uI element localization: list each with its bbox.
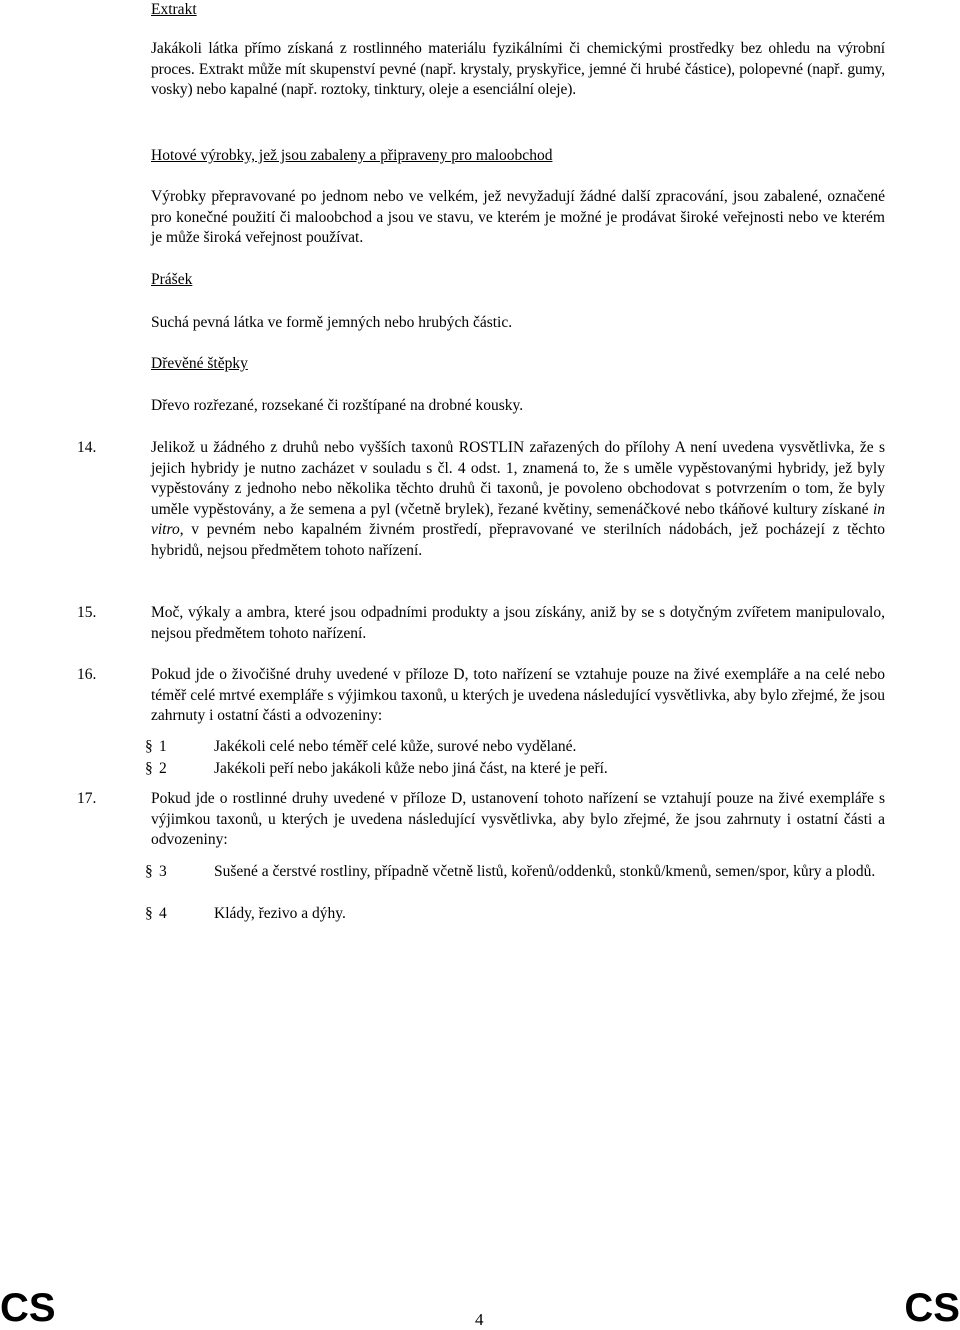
definition-term-extrakt: Extrakt (151, 1, 197, 18)
item-text-16: Pokud jde o živočišné druhy uvedené v příloze D, toto nařízení se vztahuje pouze na živé exempláře a na celé nebo téměř celé mrtvé exempláře s výjimkou taxonů, u kterých je uvedena následující vysvětlivka, aby bylo zřejmé, že jsou zahrnuty i ostatní části a odvozeniny: (151, 666, 885, 724)
footer-language-right: CS (904, 1286, 960, 1330)
annotation-text: Jakékoli peří nebo jakákoli kůže nebo jiná část, na které je peří. (214, 760, 608, 777)
definition-term-wood-chips: Dřevěné štěpky (151, 355, 248, 372)
definition-text-wood-chips: Dřevo rozřezané, rozsekané či rozštípané na drobné kousky. (151, 397, 524, 414)
definition-term-powder: Prášek (151, 271, 193, 288)
item-text-17: Pokud jde o rostlinné druhy uvedené v příloze D, ustanovení tohoto nařízení se vztahují pouze na živé exempláře s výjimkou taxonů, u kterých je uvedena následující vysvětlivka, aby bylo zřejmé, že jsou zahrnuty i ostatní části a odvozeniny: (151, 790, 885, 848)
section-sign-icon: § (145, 738, 153, 755)
item-text-14-italic: in vitro (151, 500, 885, 538)
annotation-text: Klády, řezivo a dýhy. (214, 905, 346, 922)
definition-text-powder: Suchá pevná látka ve formě jemných nebo hrubých částic. (151, 314, 513, 331)
annotation-text: Jakékoli celé nebo téměř celé kůže, surové nebo vydělané. (214, 738, 577, 755)
item-number-17: 17. (77, 790, 97, 807)
section-sign-icon: § (145, 905, 153, 922)
item-number-16: 16. (77, 666, 97, 683)
item-text-14-part1: Jelikož u žádného z druhů nebo vyšších taxonů ROSTLIN zařazených do přílohy A není uvedena vysvětlivka, že s jejich hybridy je nutno zacházet v souladu s čl. 4 odst. 1, znamená to, že s uměle vypěstovanými hybridy, jež byly vypěstovány z jednoho nebo několika těchto druhů či taxonů, je povoleno obchodovat s potvrzením o tom, že byly uměle vypěstovány, a že semena a pyl (včetně brylek), řezané květiny, semenáčkové nebo tkáňové kultury získané (151, 439, 885, 518)
section-sign-icon: § (145, 760, 153, 777)
definition-term-finished-products: Hotové výrobky, jež jsou zabaleny a připraveny pro maloobchod (151, 147, 553, 164)
item-number-15: 15. (77, 604, 97, 621)
item-text-14 (151, 438, 885, 561)
definition-text-finished-products: Výrobky přepravované po jednom nebo ve velkém, jež nevyžadují žádné další zpracování, jsou zabalené, označené pro konečné použití či maloobchod a jsou ve stavu, ve kterém je možné je prodávat široké veřejnosti nebo ve kterém je může široká veřejnost používat. (151, 188, 885, 246)
annotation-text: Sušené a čerstvé rostliny, případně včetně listů, kořenů/oddenků, stonků/kmenů, semen/spor, kůry a plodů. (214, 863, 876, 880)
definition-text-extrakt: Jakákoli látka přímo získaná z rostlinného materiálu fyzikálními či chemickými prostředky bez ohledu na výrobní proces. Extrakt může mít skupenství pevné (např. krystaly, pryskyřice, jemné či hrubé částice), polopevné (např. gumy, vosky) nebo kapalné (např. roztoky, tinktury, oleje a esenciální oleje). (151, 40, 885, 98)
annotation-number: 2 (159, 760, 167, 777)
item-text-15: Moč, výkaly a ambra, které jsou odpadními produkty a jsou získány, aniž by se s dotyčným zvířetem manipulovalo, nejsou předmětem tohoto nařízení. (151, 604, 885, 642)
footer-language-left: CS (0, 1286, 56, 1330)
item-text-14-part2: , v pevném nebo kapalném živném prostředí, přepravované ve sterilních nádobách, jež pocházejí z těchto hybridů, nejsou předmětem tohoto nařízení. (151, 521, 885, 559)
section-sign-icon: § (145, 863, 153, 880)
page-number: 4 (475, 1310, 484, 1329)
item-number-14: 14. (77, 439, 97, 456)
annotation-number: 3 (159, 863, 167, 880)
annotation-number: 4 (159, 905, 167, 922)
annotation-number: 1 (159, 738, 167, 755)
